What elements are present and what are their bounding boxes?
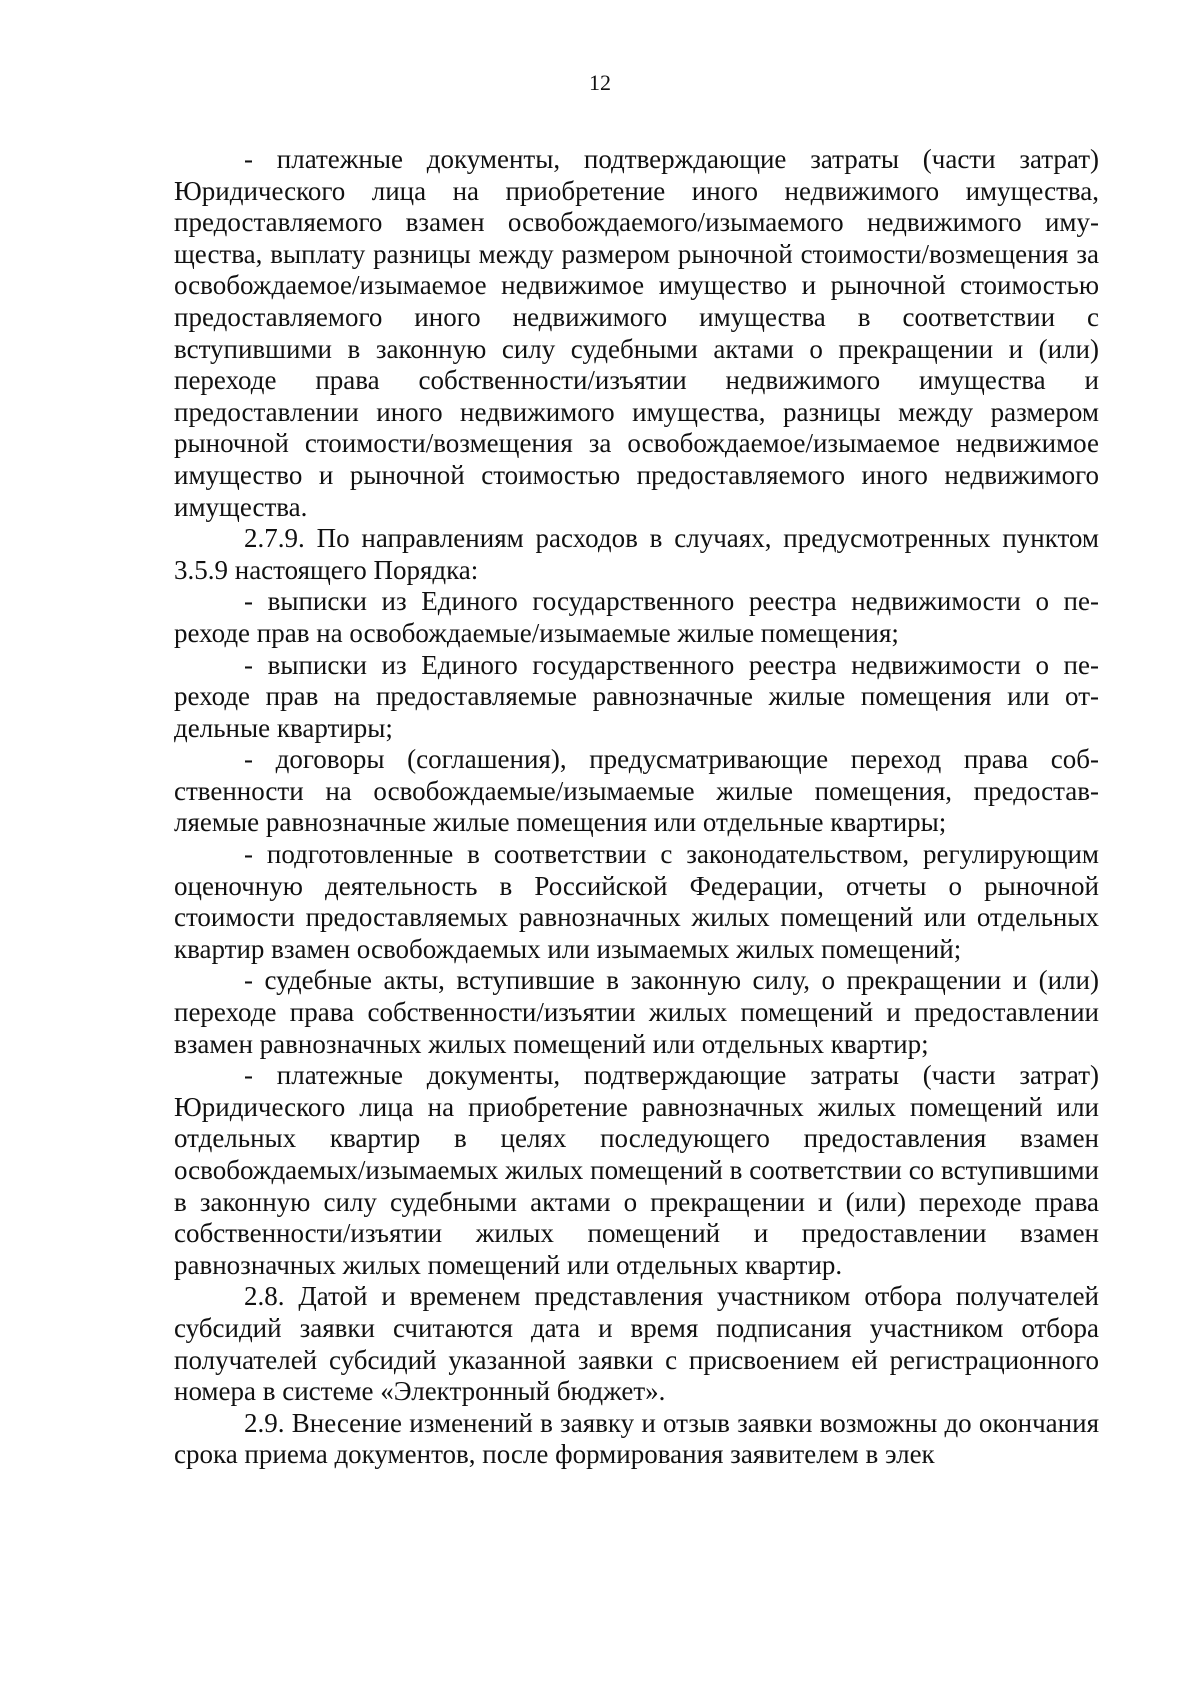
- paragraph-egrn-extract-provided: - выписки из Единого государственного реестра недвижимости о переходе прав на предоставляемые равнозначные жилые помещения или отдельные квартиры;: [174, 649, 1099, 743]
- page-number: 12: [589, 70, 611, 95]
- paragraph-payment-docs-property: - платежные документы, подтверждающие затраты (части затрат) Юридического лица на приобретение иного недвижимого имущества, предоставляемого взамен освобождаемого/изымаемого недвижимого имущества, выплату разницы между размером рыночной стоимости/возмещения за освобождаемое/изымаемое недвижимое имущество и рыночной стоимостью предоставляемого иного недвижимого имущества в соответствии с вступившими в законную силу судебными актами о прекращении и (или) переходе права собственности/изъятии недвижимого имущества и предоставлении иного недвижимого имущества, разницы между размером рыночной стоимости/возмещения за освобождаемое/изымаемое недвижимое имущество и рыночной стоимостью предоставляемого иного недвижимого имущества.: [174, 144, 1099, 522]
- paragraph-2-8: 2.8. Датой и временем представления участником отбора получателей субсидий заявки считаются дата и время подписания участником отбора получателей субсидий указанной заявки с присвоением ей регистрационного номера в системе «Электронный бюджет».: [174, 1281, 1099, 1407]
- document-body: [174, 144, 1099, 1471]
- paragraph-2-9: 2.9. Внесение изменений в заявку и отзыв заявки возможны до окончания срока приема документов, после формирования заявителем в элек: [174, 1407, 1099, 1470]
- paragraph-valuation-reports: - подготовленные в соответствии с законодательством, регулирующим оценочную деятельность в Российской Федерации, отчеты о рыночной стоимости предоставляемых равнозначных жилых помещений или отдельных квартир взамен освобождаемых или изымаемых жилых помещений;: [174, 839, 1099, 964]
- paragraph-egrn-extract-released: - выписки из Единого государственного реестра недвижимости о переходе прав на освобождаемые/изымаемые жилые помещения;: [174, 586, 1099, 648]
- paragraph-court-acts: - судебные акты, вступившие в законную силу, о прекращении и (или) переходе права собственности/изъятии жилых помещений и предоставлении взамен равнозначных жилых помещений или отдельных квартир;: [174, 965, 1099, 1059]
- paragraph-payment-docs-apartments: - платежные документы, подтверждающие затраты (части затрат) Юридического лица на приобретение равнозначных жилых помещений или отдельных квартир в целях последующего предоставления взамен освобождаемых/изымаемых жилых помещений в соответствии со вступившими в законную силу судебными актами о прекращении и (или) переходе права собственности/изъятии жилых помещений и предоставлении взамен равнозначных жилых помещений или отдельных квартир.: [174, 1060, 1099, 1280]
- paragraph-2-7-9: 2.7.9. По направлениям расходов в случаях, предусмотренных пунктом 3.5.9 настоящего Порядка:: [174, 523, 1099, 585]
- paragraph-agreements: - договоры (соглашения), предусматривающие переход права собственности на освобождаемые/изымаемые жилые помещения, предоставляемые равнозначные жилые помещения или отдельные квартиры;: [174, 744, 1099, 838]
